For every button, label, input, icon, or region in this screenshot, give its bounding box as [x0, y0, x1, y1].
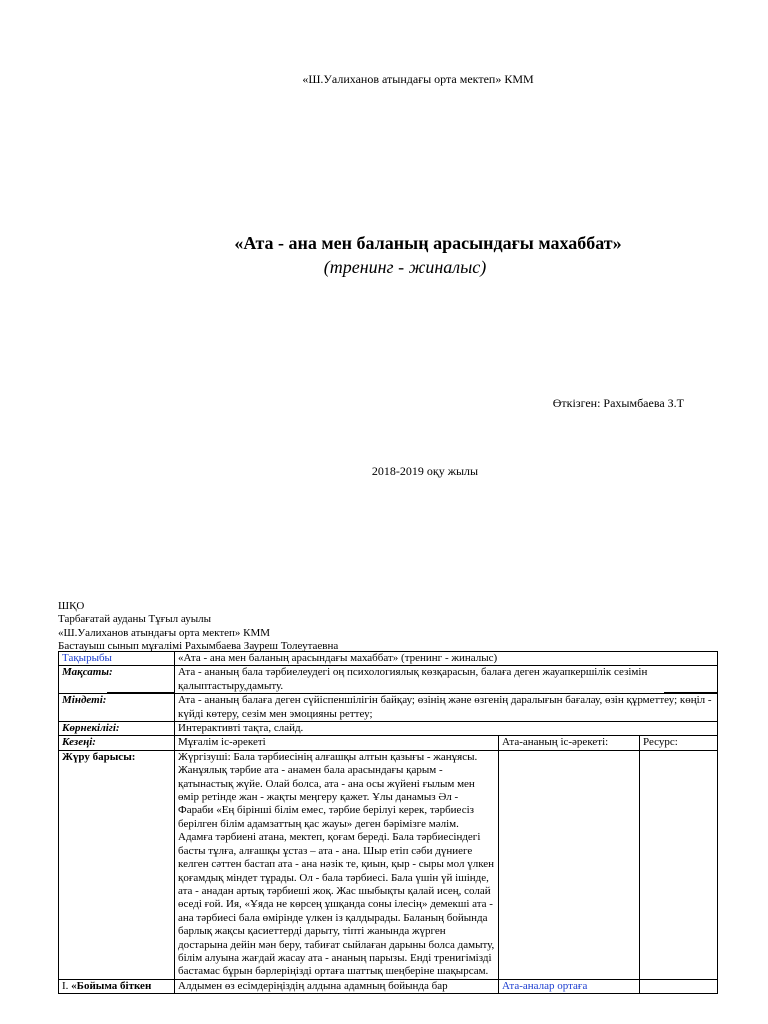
school-name-cover: «Ш.Уалиханов атындағы орта мектеп» КММ	[302, 72, 534, 86]
stage1-resource	[640, 979, 718, 993]
header-region: ШҚО	[58, 600, 85, 612]
header-teacher: Бастауыш сынып мұғалімі Рахымбаева Зауреш Толеутаевна	[58, 640, 339, 653]
stage1-teacher: Алдымен өз есімдеріңіздің алдына адамның бойында бар	[175, 979, 499, 993]
visual-value: Интерактивті тақта, слайд.	[175, 722, 718, 736]
conducted-by: Өткізген: Рахымбаева З.Т	[552, 396, 684, 410]
table-row	[59, 736, 718, 750]
stage1-title: «Бойыма біткен	[71, 979, 152, 992]
progress-resource-cell	[640, 750, 718, 979]
document-title: «Ата - ана мен баланың арасындағы махаббат»	[234, 233, 622, 253]
task-label: Міндеті:	[59, 694, 175, 722]
stage1-number: I.	[62, 979, 69, 992]
topic-label: Тақырыбы	[59, 652, 175, 666]
table-row	[59, 666, 718, 694]
visual-label: Көрнекілігі:	[59, 722, 175, 736]
table-row	[59, 694, 718, 722]
table-row	[59, 979, 718, 993]
progress-parent-cell	[499, 750, 640, 979]
goal-value: Ата - ананың бала тәрбиелеудегі оң психологиялық көзқарасын, балаға деген жауапкершілік сезімін қалыптастыру,дамыту.	[175, 666, 718, 694]
teacher-column-header: Мұғалім іс-әрекеті	[175, 736, 499, 750]
stage-label: Кезеңі:	[59, 736, 175, 750]
header-district: Тарбағатай ауданы Тұғыл ауылы	[58, 613, 211, 626]
goal-underline-right	[664, 692, 717, 693]
document-subtitle: (тренинг - жиналыс)	[323, 257, 487, 277]
goal-underline	[107, 692, 174, 693]
header-school: «Ш.Уалиханов атындағы орта мектеп» КММ	[58, 626, 271, 639]
academic-year: 2018-2019 оқу жылы	[371, 464, 479, 478]
stage1-parent: Ата-аналар ортаға	[499, 979, 640, 993]
lesson-plan-table	[58, 651, 718, 994]
table-row	[59, 750, 718, 979]
table-row	[59, 652, 718, 666]
document-header	[58, 600, 338, 654]
task-value: Ата - ананың балаға деген сүйіспеншілігін байқау; өзінің және өзгенің даралығын бағалау, өзін құрметтеу; көңіл - күйді көтеру, сезім мен эмоцияны реттеу;	[175, 694, 718, 722]
progress-text: Жүргізуші: Бала тәрбиесінің алғашқы алтын қазығы - жанұясы. Жанұялық тәрбие ата - анамен бала арасындағы қарым - қатынастық жүйе. Олай болса, ата - ана осы жүйені ғылым мен өмір ретінде жан - жақты меңгеру қажет. Ұлы данамыз Әл - Фараби «Ең бірінші білім емес, тәрбие берілуі керек, тәрбиесіз берілген білім адамзаттың қас жауы» деген бәрімізге мәлім. Адамға тәрбиені атана, мектеп, қоғам береді. Бала тәрбиесіндегі басты тұлға, алғашқы ұстаз – ата - ана. Шыр етіп сәби дүниеге келген сәттен бастап ата - ана нәзік те, қиын, қыр - сыры мол үлкен қоғамдық міндет тұрады. Ол - бала тәрбиесі. Бала үшін үй ішінде, ата - анадан артық тәрбиеші жоқ. Жас шыбықты қалай исең, солай өседі ғой. Ия, «Ұяда не көрсең ұшқанда соны ілесің» демекші ата - ана тәрбиесі бала өмірінде үлкен із қалдырады. Баланың бойында барлық жақсы қасиеттерді дарыту, тіпті жанында жүрген достарына дейін мән беру, табиғат сыйлаған дарыны болса дамыту, білім алуына жағдай жасау ата - ананың парызы. Енді тренигімізді бастамас бұрын бәрлеріңізді ортаға шаттық шеңберіне шақырсам.	[175, 750, 499, 979]
goal-label: Мақсаты:	[59, 666, 175, 694]
stage1-label	[59, 979, 175, 993]
parent-column-header: Ата-ананың іс-әрекеті:	[499, 736, 640, 750]
topic-value: «Ата - ана мен баланың арасындағы махаббат» (тренинг - жиналыс)	[175, 652, 718, 666]
progress-label: Жүру барысы:	[59, 750, 175, 979]
resource-column-header: Ресурс:	[640, 736, 718, 750]
table-row	[59, 722, 718, 736]
